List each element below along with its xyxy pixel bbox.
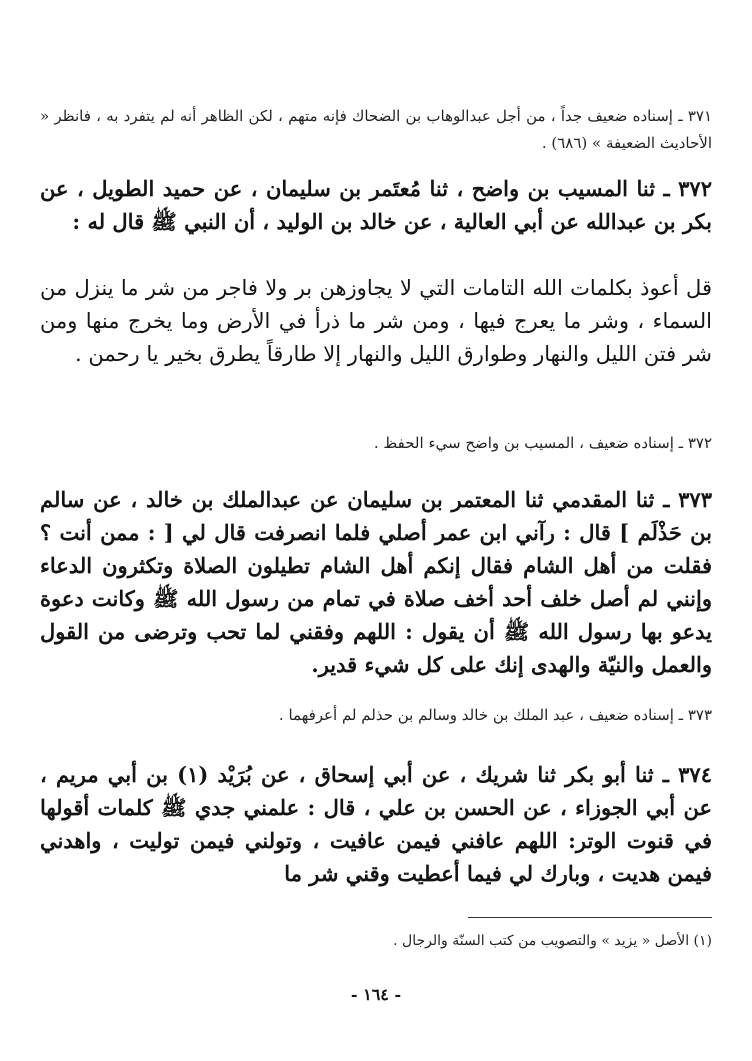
hadith-372-matn: قل أعوذ بكلمات الله التامات التي لا يجاوزهن بر ولا فاجر من شر ما ينزل من السماء ، وشر ما يعرج فيها ، ومن شر ما ذرأ في الأرض وما يخرج منها ومن شر فتن الليل والنهار وطوارق الليل والنهار إلا طارقاً يطرق بخير يا رحمن . [40,276,712,366]
page-number: - ١٦٤ - [350,985,402,1004]
footnote-separator [468,917,712,918]
note-371: ٣٧١ ـ إسناده ضعيف جداً ، من أجل عبدالوهاب بن الضحاك فإنه متهم ، لكن الظاهر أنه لم يتفرد به ، فانظر « الأحاديث الضعيفة » (٦٨٦) . [40,107,712,152]
hadith-372-isnad: ٣٧٢ ـ ثنا المسيب بن واضح ، ثنا مُعتَمر بن سليمان ، عن حميد الطويل ، عن بكر بن عبدالله عن أبي العالية ، عن خالد بن الوليد ، أن النبي ﷺ قال له : [40,176,712,234]
footnote-1: (١) الأصل « يزيد » والتصويب من كتب السنّة والرجال . [393,933,712,949]
note-373: ٣٧٣ ـ إسناده ضعيف ، عبد الملك بن خالد وسالم بن حذلم لم أعرفهما . [278,706,712,724]
hadith-373: ٣٧٣ ـ ثنا المقدمي ثنا المعتمر بن سليمان عن عبدالملك بن خالد ، عن سالم بن حَذْلَم ] قال : رآني ابن عمر أصلي فلما انصرفت قال لي [ : ممن أنت ؟ فقلت من أهل الشام فقال إنكم أهل الشام تطيلون الصلاة وتكثرون الدعاء وإنني لم أصل خلف أحد أخف صلاة في تمام من رسول الله ﷺ وكانت دعوة يدعو بها رسول الله ﷺ أن يقول : اللهم وفقني لما تحب وترضى من القول والعمل والنيّة والهدى إنك على كل شيء قدير. [40,487,712,677]
hadith-374: ٣٧٤ ـ ثنا أبو بكر ثنا شريك ، عن أبي إسحاق ، عن بُرَيْد (١) بن أبي مريم ، عن أبي الجوزاء ، عن الحسن بن علي ، قال : علمني جدي ﷺ كلمات أقولها في قنوت الوتر: اللهم عافني فيمن عافيت ، وتولني فيمن توليت ، واهدني فيمن هديت ، وبارك لي فيما أعطيت وقني شر ما [40,762,712,886]
note-372: ٣٧٢ ـ إسناده ضعيف ، المسيب بن واضح سيء الحفظ . [373,434,712,452]
